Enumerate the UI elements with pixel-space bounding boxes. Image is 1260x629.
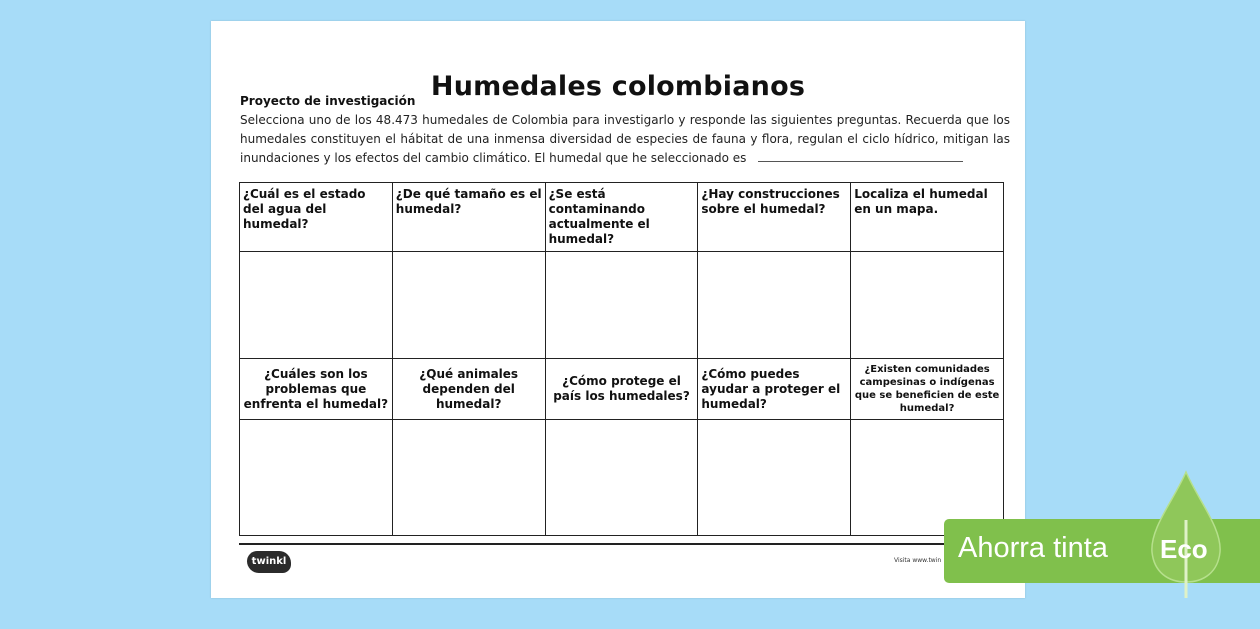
eco-drop-label: Eco <box>1160 534 1208 564</box>
intro-paragraph <box>240 111 1010 168</box>
question-cell: ¿Qué animales dependen del humedal? <box>392 359 545 420</box>
questions-table <box>239 182 1004 536</box>
answer-blank-line[interactable] <box>758 161 963 162</box>
answer-cell[interactable] <box>392 252 545 359</box>
answer-cell[interactable] <box>240 420 393 536</box>
intro-text: Selecciona uno de los 48.473 humedales de Colombia para investigarlo y responde las siguientes preguntas. Recuerda que los humedales constituyen el hábitat de una inmensa diversidad de especies de fauna y flora, regulan el ciclo hídrico, mitigan las inundaciones y los efectos del cambio climático. El humedal que he seleccionado es <box>240 113 1010 165</box>
question-cell: ¿Cómo puedes ayudar a proteger el humedal? <box>698 359 851 420</box>
twinkl-logo: twinkl <box>247 551 291 573</box>
question-cell: Localiza el humedal en un mapa. <box>851 183 1004 252</box>
answer-cell[interactable] <box>545 252 698 359</box>
worksheet-page <box>211 21 1025 598</box>
answer-row-1 <box>240 252 1004 359</box>
question-cell: ¿Cuáles son los problemas que enfrenta el humedal? <box>240 359 393 420</box>
question-row-1 <box>240 183 1004 252</box>
question-cell: ¿Hay construcciones sobre el humedal? <box>698 183 851 252</box>
answer-cell[interactable] <box>545 420 698 536</box>
answer-cell[interactable] <box>698 420 851 536</box>
answer-cell[interactable] <box>392 420 545 536</box>
footer-divider <box>239 543 1004 545</box>
answer-row-2 <box>240 420 1004 536</box>
page-title: Humedales colombianos <box>430 71 806 102</box>
question-cell: ¿De qué tamaño es el humedal? <box>392 183 545 252</box>
footer-visit-text: Visita www.twin <box>894 557 942 564</box>
answer-cell[interactable] <box>240 252 393 359</box>
answer-cell[interactable] <box>851 252 1004 359</box>
question-cell: ¿Se está contaminando actualmente el humedal? <box>545 183 698 252</box>
answer-cell[interactable] <box>698 252 851 359</box>
question-cell: ¿Cuál es el estado del agua del humedal? <box>240 183 393 252</box>
question-cell: ¿Existen comunidades campesinas o indígenas que se beneficien de este humedal? <box>851 359 1004 420</box>
subtitle: Proyecto de investigación <box>240 94 416 108</box>
question-cell: ¿Cómo protege el país los humedales? <box>545 359 698 420</box>
question-row-2 <box>240 359 1004 420</box>
eco-badge-label: Ahorra tinta <box>958 532 1108 564</box>
